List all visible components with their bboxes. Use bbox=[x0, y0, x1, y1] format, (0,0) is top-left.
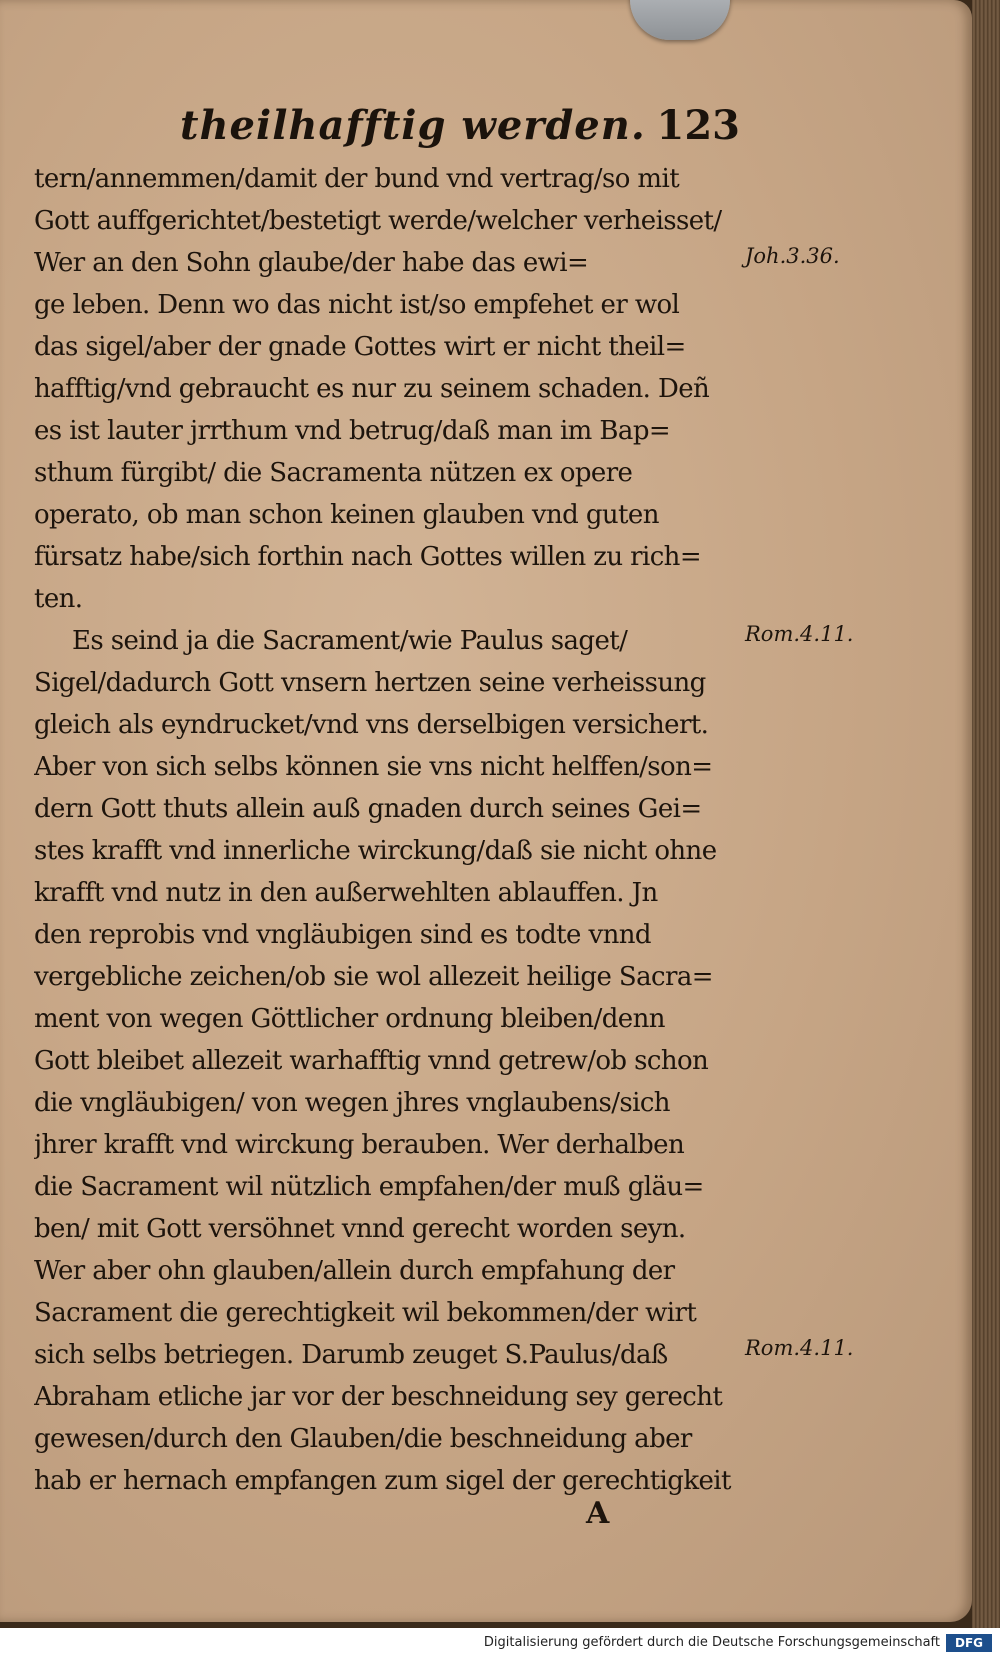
header-title: theilhafftig werden. bbox=[180, 102, 646, 149]
dfg-logo: DFG bbox=[946, 1634, 992, 1652]
text-line: den reprobis vnd vngläubigen sind es todte vnnd bbox=[34, 920, 651, 950]
text-line: tern/annemmen/damit der bund vnd vertrag/so mit bbox=[34, 164, 680, 194]
funding-credit: Digitalisierung gefördert durch die Deutsche Forschungsgemeinschaft bbox=[483, 1635, 940, 1650]
text-line: ben/ mit Gott versöhnet vnnd gerecht worden seyn. bbox=[34, 1214, 686, 1244]
text-line: gleich als eyndrucket/vnd vns derselbigen versichert. bbox=[34, 710, 709, 740]
text-line: ment von wegen Göttlicher ordnung bleiben/denn bbox=[34, 1004, 665, 1034]
text-line: Gott auffgerichtet/bestetigt werde/welcher verheisset/ bbox=[34, 206, 722, 236]
text-line: krafft vnd nutz in den außerwehlten ablauffen. Jn bbox=[34, 878, 658, 908]
text-line: sich selbs betriegen. Darumb zeuget S.Paulus/daß bbox=[34, 1340, 668, 1370]
text-line: sthum fürgibt/ die Sacramenta nützen ex opere bbox=[34, 458, 633, 488]
text-line: die Sacrament wil nützlich empfahen/der muß gläu= bbox=[34, 1172, 704, 1202]
margin-note-rom: Rom.4.11. bbox=[745, 622, 854, 646]
running-header bbox=[180, 102, 740, 154]
text-line: Es seind ja die Sacrament/wie Paulus saget/ bbox=[72, 626, 628, 656]
text-line: Sacrament die gerechtigkeit wil bekommen/der wirt bbox=[34, 1298, 697, 1328]
text-line: Sigel/dadurch Gott vnsern hertzen seine verheissung bbox=[34, 668, 706, 698]
text-line: gewesen/durch den Glauben/die beschneidung aber bbox=[34, 1424, 692, 1454]
page-number: 123 bbox=[656, 102, 740, 149]
text-line: ge leben. Denn wo das nicht ist/so empfehet er wol bbox=[34, 290, 680, 320]
text-line: ten. bbox=[34, 584, 83, 614]
text-line: operato, ob man schon keinen glauben vnd guten bbox=[34, 500, 659, 530]
text-line: es ist lauter jrrthum vnd betrug/daß man im Bap= bbox=[34, 416, 671, 446]
text-line: dern Gott thuts allein auß gnaden durch seines Gei= bbox=[34, 794, 702, 824]
book-page-edges bbox=[972, 0, 1000, 1628]
paper-clip bbox=[630, 0, 730, 40]
text-line: hafftig/vnd gebraucht es nur zu seinem schaden. Deñ bbox=[34, 374, 710, 404]
text-line: die vngläubigen/ von wegen jhres vnglaubens/sich bbox=[34, 1088, 670, 1118]
text-line: hab er hernach empfangen zum sigel der gerechtigkeit bbox=[34, 1466, 731, 1496]
text-line: Gott bleibet allezeit warhafftig vnnd getrew/ob schon bbox=[34, 1046, 709, 1076]
signature-mark: A bbox=[586, 1496, 610, 1531]
text-line: das sigel/aber der gnade Gottes wirt er nicht theil= bbox=[34, 332, 686, 362]
margin-note-joh: Joh.3.36. bbox=[745, 244, 840, 268]
text-line: stes krafft vnd innerliche wirckung/daß sie nicht ohne bbox=[34, 836, 717, 866]
text-line: Aber von sich selbs können sie vns nicht helffen/son= bbox=[34, 752, 713, 782]
text-line: Wer an den Sohn glaube/der habe das ewi= bbox=[34, 248, 589, 278]
text-line: vergebliche zeichen/ob sie wol allezeit heilige Sacra= bbox=[34, 962, 713, 992]
footer-bar bbox=[0, 1628, 1000, 1660]
text-line: jhrer krafft vnd wirckung berauben. Wer derhalben bbox=[34, 1130, 685, 1160]
margin-note-rom: Rom.4.11. bbox=[745, 1336, 854, 1360]
text-line: Abraham etliche jar vor der beschneidung sey gerecht bbox=[34, 1382, 723, 1412]
text-line: fürsatz habe/sich forthin nach Gottes willen zu rich= bbox=[34, 542, 702, 572]
text-line: Wer aber ohn glauben/allein durch empfahung der bbox=[34, 1256, 675, 1286]
body-text bbox=[34, 158, 734, 1502]
